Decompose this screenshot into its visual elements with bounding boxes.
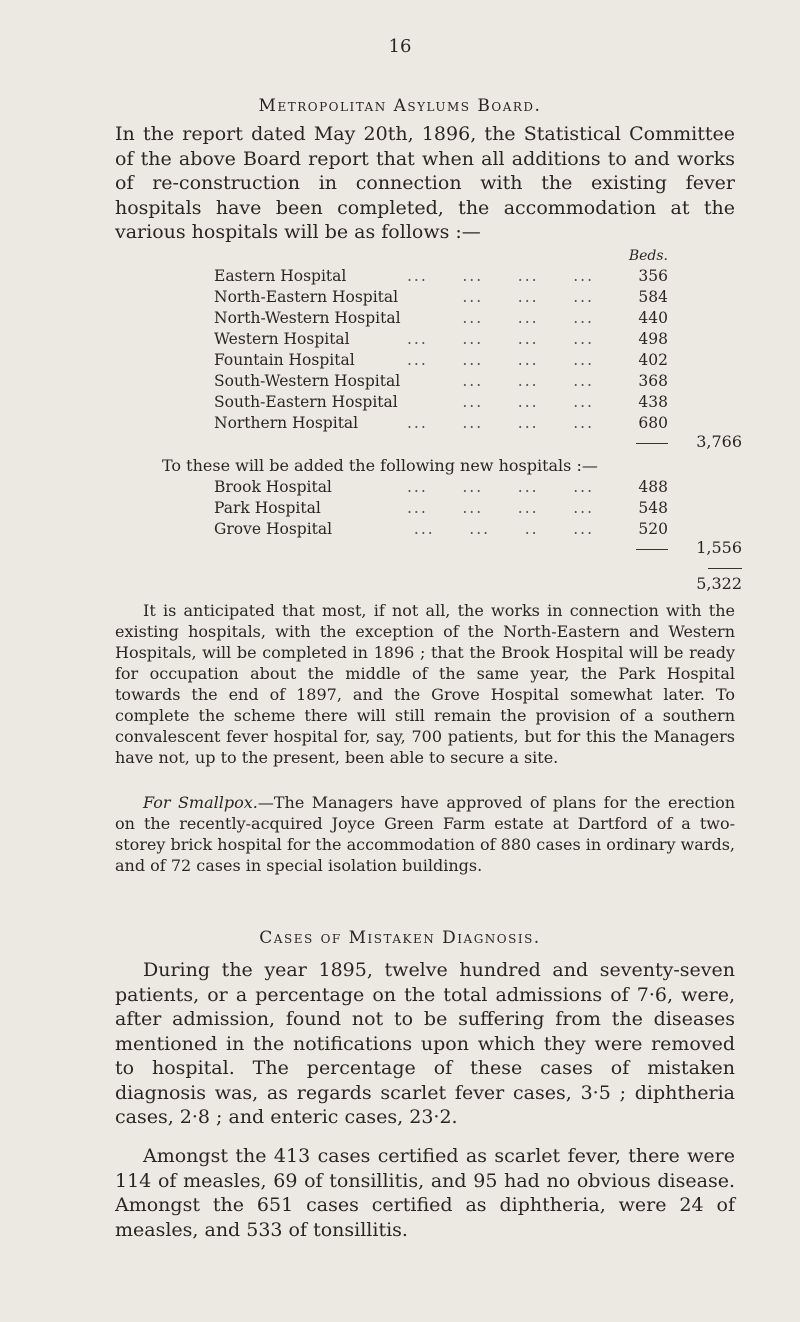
- table-row: [214, 477, 668, 497]
- table-row: [214, 308, 668, 328]
- mistaken-diagnosis-paragraph: During the year 1895, twelve hundred and seventy-seven patients, or a percentage on the total admissions of 7·6, were, after admission, found not to be suffering from the diseases mentioned in the notifications upon which they were removed to hospital. The percentage of these cases of mistaken diagnosis was, as regards scarlet fever cases, 3·5 ; diphtheria cases, 2·8 ; and enteric cases, 23·2.: [115, 959, 735, 1128]
- leader-dots: ... ... ...: [462, 393, 594, 411]
- leader-dots: ... ... ...: [462, 309, 594, 327]
- table-row: [214, 413, 668, 433]
- hospital-name: North-Western Hospital: [214, 309, 401, 327]
- grand-total: 5,322: [696, 574, 742, 593]
- intro-paragraph: In the report dated May 20th, 1896, the Statistical Committee of the above Board report that when all additions to and works of re-construction in connection with the existing fever hospitals have been completed, the accommodation at the various hospitals will be as follows :—: [115, 123, 735, 243]
- hospital-name: South-Western Hospital: [214, 372, 401, 390]
- section-heading-mistaken-diagnosis: Cases of Mistaken Diagnosis.: [259, 928, 541, 948]
- hospital-name: Brook Hospital: [214, 478, 332, 496]
- hospital-beds: 440: [638, 309, 668, 327]
- leader-dots: ... ... ... ...: [406, 351, 594, 369]
- hospital-beds: 356: [638, 267, 668, 285]
- table-row: [214, 371, 668, 391]
- total-rule: [708, 568, 742, 569]
- leader-dots: ... ... ... ...: [406, 330, 594, 348]
- table-row: [214, 498, 668, 518]
- leader-dots: ... ... ... ...: [406, 478, 594, 496]
- leader-dots: ... ... ... ...: [406, 499, 594, 517]
- hospital-beds: 584: [638, 288, 668, 306]
- new-subtotal: 1,556: [696, 538, 742, 557]
- leader-dots: ... ... ...: [462, 288, 594, 306]
- table-row: [214, 329, 668, 349]
- hospital-beds: 402: [638, 351, 668, 369]
- table-row: [214, 266, 668, 286]
- subtotal-rule: [636, 549, 668, 550]
- leader-dots: ... ... ...: [462, 372, 594, 390]
- table-row: [214, 519, 668, 539]
- table-row: [214, 287, 668, 307]
- hospital-beds: 520: [638, 520, 668, 538]
- hospital-beds: 368: [638, 372, 668, 390]
- hospital-name: Northern Hospital: [214, 414, 359, 432]
- hospital-name: Eastern Hospital: [214, 267, 347, 285]
- smallpox-text: —The Managers have approved of plans for the erection on the recently-acquired Joyce Green Farm estate at Dartford of a two-storey brick hospital for the accommodation of 880 cases in ordinary wards, and of 72 cases in special isolation buildings.: [115, 793, 735, 875]
- table-row: [214, 392, 668, 412]
- beds-column-label: Beds.: [628, 248, 668, 264]
- hospital-beds: 438: [638, 393, 668, 411]
- hospital-name: Western Hospital: [214, 330, 350, 348]
- hospital-name: North-Eastern Hospital: [214, 288, 399, 306]
- hospital-beds: 548: [638, 499, 668, 517]
- leader-dots: ... ... .. ...: [413, 520, 594, 538]
- hospital-beds: 498: [638, 330, 668, 348]
- table-row: [214, 350, 668, 370]
- hospital-beds: 680: [638, 414, 668, 432]
- leader-dots: ... ... ... ...: [406, 267, 594, 285]
- subtotal-rule: [636, 443, 668, 444]
- hospital-name: Fountain Hospital: [214, 351, 355, 369]
- hospital-name: Park Hospital: [214, 499, 321, 517]
- section-heading-metropolitan: Metropolitan Asylums Board.: [258, 96, 542, 116]
- smallpox-paragraph: [115, 792, 735, 876]
- hospital-name: Grove Hospital: [214, 520, 333, 538]
- certified-cases-paragraph: Amongst the 413 cases certified as scarlet fever, there were 114 of measles, 69 of tonsillitis, and 95 had no obvious disease. Amongst the 651 cases certified as diphtheria, were 24 of measles, and 533 of tonsillitis.: [115, 1145, 735, 1241]
- anticipation-paragraph: It is anticipated that most, if not all, the works in connection with the existing hospitals, with the exception of the North-Eastern and Western Hospitals, will be completed in 1896 ; that the Brook Hospital will be ready for occupation about the middle of the same year, the Park Hospital towards the end of 1897, and the Grove Hospital somewhat later. To complete the scheme there will still remain the provision of a southern convalescent fever hospital for, say, 700 patients, but for this the Managers have not, up to the present, been able to secure a site.: [115, 601, 735, 767]
- leader-dots: ... ... ... ...: [406, 414, 594, 432]
- page-number: 16: [388, 36, 412, 57]
- hospital-name: South-Eastern Hospital: [214, 393, 398, 411]
- smallpox-label: For Smallpox.: [143, 793, 258, 812]
- existing-subtotal: 3,766: [696, 432, 742, 451]
- hospital-beds: 488: [638, 478, 668, 496]
- new-hospitals-intro: To these will be added the following new hospitals :—: [162, 456, 598, 475]
